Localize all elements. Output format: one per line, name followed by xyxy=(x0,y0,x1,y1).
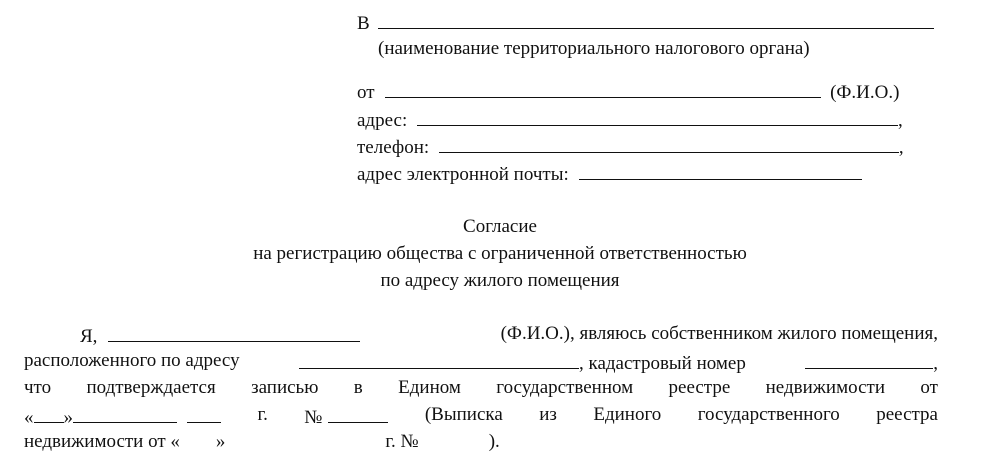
title-line-1: Согласие xyxy=(463,216,537,237)
year-abbrev: г. xyxy=(257,404,268,425)
owner-name-blank xyxy=(108,323,360,342)
text-located-at: расположенного по адресу xyxy=(24,350,240,371)
body-line-4 xyxy=(24,404,938,429)
text-comma: , xyxy=(933,353,938,374)
record-number-blank xyxy=(328,404,388,423)
phone-comma: , xyxy=(898,137,904,158)
year-blank xyxy=(187,404,221,423)
address-of-premises-blank xyxy=(299,350,579,369)
word: подтверждается xyxy=(86,377,216,398)
text-ya: Я, xyxy=(80,326,98,347)
address-label: адрес: xyxy=(357,110,408,131)
text-owner-statement: (Ф.И.О.), являюсь собственником жилого помещения, xyxy=(500,323,938,344)
body-line-3 xyxy=(24,377,938,399)
email-line xyxy=(357,161,862,186)
word: Единого xyxy=(593,404,662,425)
word: записью xyxy=(251,377,319,398)
day-blank xyxy=(34,404,64,423)
address-line xyxy=(357,107,903,132)
phone-line xyxy=(357,134,904,159)
to-prefix: В xyxy=(357,13,370,34)
number-sign: № xyxy=(304,407,323,428)
from-suffix: (Ф.И.О.) xyxy=(830,82,900,103)
word: государственном xyxy=(496,377,634,398)
word: от xyxy=(920,377,938,398)
word: из xyxy=(539,404,557,425)
from-prefix: от xyxy=(357,82,375,103)
close-quote: » xyxy=(215,431,226,452)
text-year-number: г. № xyxy=(385,431,419,452)
word: реестре xyxy=(668,377,731,398)
close-quote: » xyxy=(63,407,73,428)
word: недвижимости xyxy=(765,377,885,398)
word: государственного xyxy=(697,404,840,425)
word: что xyxy=(24,377,52,398)
title-line-3: по адресу жилого помещения xyxy=(380,270,620,291)
to-caption: (наименование территориального налогового органа) xyxy=(378,38,810,59)
body-line-5 xyxy=(24,431,500,453)
cadastral-number-blank xyxy=(805,350,933,369)
email-blank xyxy=(579,161,862,180)
open-quote: « xyxy=(24,407,34,428)
email-label: адрес электронной почты: xyxy=(357,164,569,185)
phone-blank xyxy=(439,134,899,153)
address-comma: , xyxy=(897,110,903,131)
word: в xyxy=(353,377,363,398)
phone-label: телефон: xyxy=(357,137,430,158)
word: реестра xyxy=(876,404,938,425)
from-blank xyxy=(385,79,821,98)
word: Едином xyxy=(398,377,461,398)
word: (Выписка xyxy=(424,404,503,425)
body-line-2 xyxy=(24,350,938,375)
to-blank xyxy=(378,10,934,29)
text-close-paren: ). xyxy=(488,431,500,452)
title-line-2: на регистрацию общества с ограниченной ответственностью xyxy=(253,243,747,264)
from-line xyxy=(357,79,899,104)
address-blank xyxy=(417,107,898,126)
month-blank xyxy=(73,404,177,423)
text-extract-from: недвижимости от « xyxy=(24,431,180,452)
to-line xyxy=(357,10,934,35)
body-line-1 xyxy=(24,323,938,348)
text-cadastral: , кадастровый номер xyxy=(579,353,746,374)
